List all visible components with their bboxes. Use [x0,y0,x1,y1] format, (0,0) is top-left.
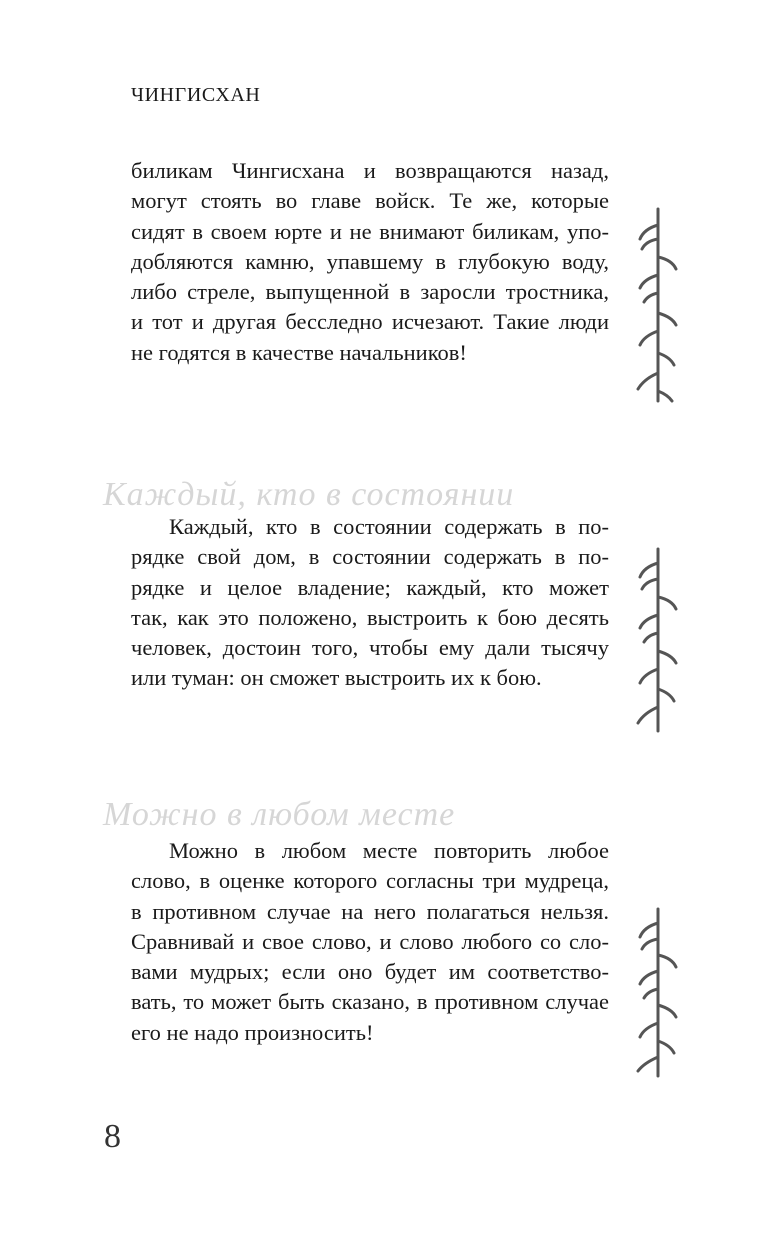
text-line: и тот и другая бесследно исчезают. Такие люди [131,309,609,335]
paragraph-3 [131,836,609,1048]
section-heading: Каждый, кто в состоянии [103,476,515,513]
text-line: его не надо произносить! [131,1019,374,1045]
text-line: биликам Чингисхана и возвращаются назад, [131,158,609,183]
text-line: рядке и целое владение; каждый, кто может [131,574,609,600]
mongolian-script-ornament [628,545,684,735]
running-head: ЧИНГИСХАН [131,84,261,106]
mongolian-script-ornament [628,905,684,1080]
text-line: так, как это положено, выстроить к бою десять [131,604,609,630]
text-line: не годятся в качестве начальников! [131,339,467,365]
text-line: в противном случае на него полагаться нельзя. [131,898,609,924]
text-line: слово, в оценке которого согласны три мудреца, [131,868,609,894]
text-line: Сравнивай и свое слово, и слово любого со сло- [131,928,609,954]
text-line: вать, то может быть сказано, в противном случае [131,989,609,1015]
page-number: 8 [104,1118,121,1155]
text-line: добляются камню, упавшему в глубокую воду, [131,248,609,274]
text-line: сидят в своем юрте и не внимают биликам, упо- [131,218,609,244]
text-line: рядке свой дом, в состоянии содержать в по- [131,544,609,570]
text-line: либо стреле, выпущенной в заросли тростника, [131,279,609,305]
text-line: Каждый, кто в состоянии содержать в по- [169,514,609,539]
paragraph-1 [131,156,609,368]
mongolian-script-ornament [628,205,684,405]
text-line: или туман: он сможет выстроить их к бою. [131,665,542,691]
paragraph-2 [131,512,609,694]
text-line: Можно в любом месте повторить любое [169,838,609,863]
text-line: вами мудрых; если оно будет им соответство- [131,959,609,985]
text-line: могут стоять во главе войск. Те же, которые [131,188,609,214]
section-heading: Можно в любом месте [103,796,456,833]
text-line: человек, достоин того, чтобы ему дали тысячу [131,635,609,661]
